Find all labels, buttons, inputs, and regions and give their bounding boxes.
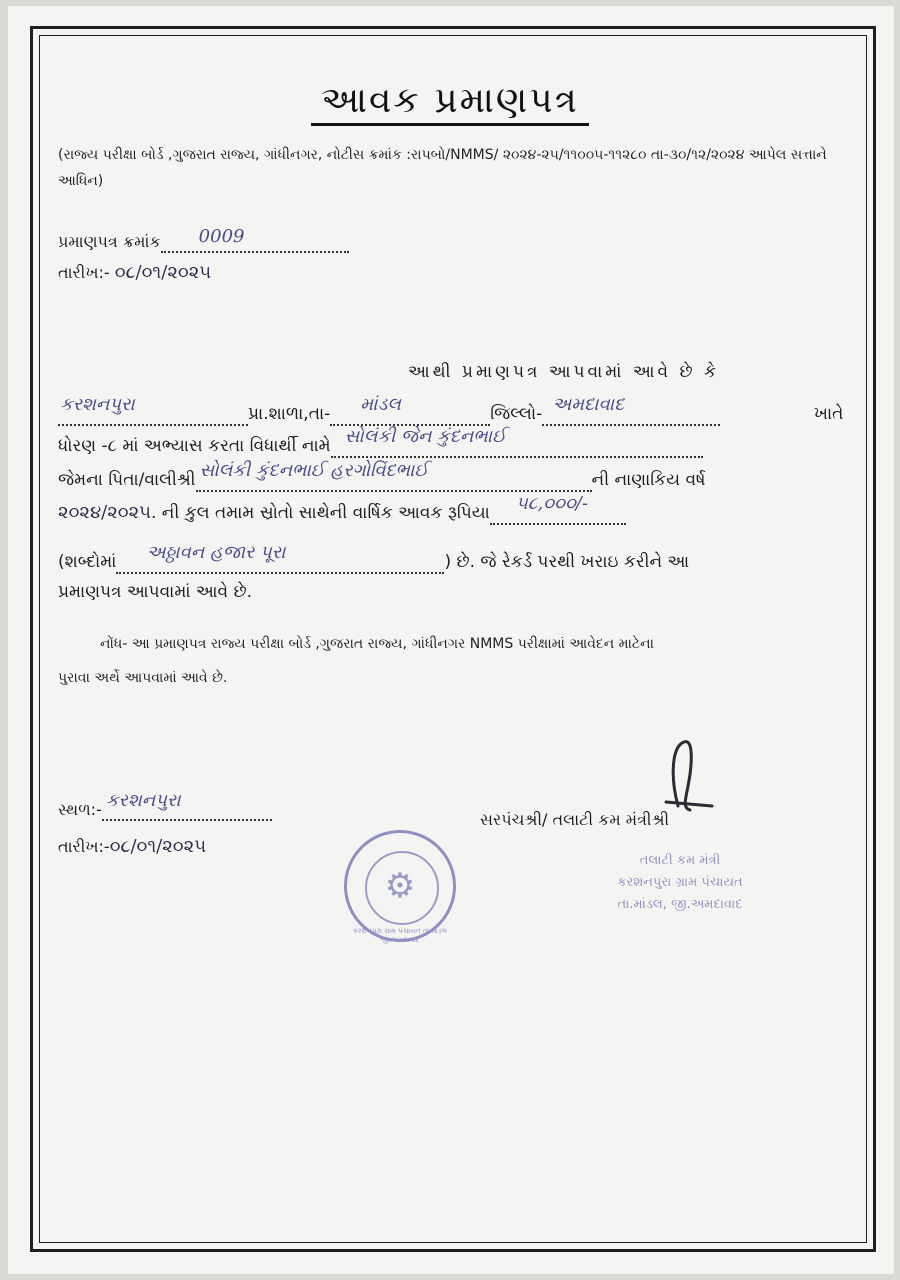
standard-label: ધોરણ -૮ માં અભ્યાસ કરતા વિધાર્થી નામે <box>58 436 331 456</box>
round-seal-stamp <box>344 830 456 942</box>
income-row <box>58 493 626 525</box>
authority-line: (રાજ્ય પરીક્ષા બોર્ડ ,ગુજરાત રાજ્ય, ગાંધીનગર, નોટીસ ક્રમાંક :રાપબો/NMMS/ ૨૦૨૪-૨૫/૧૧૦૦૫-૧૧૨૮૦ તા-૩૦/૧૨/૨૦૨૪ આપેલ સત્તાને આધિન) <box>58 147 827 189</box>
body-opening: આથી પ્રમાણપત્ર આપવામાં આવે છે કે <box>408 362 719 382</box>
taluka-field <box>330 394 490 426</box>
parent-value: સોલંકી કુંદનભાઈ હરગોવિંદભાઈ <box>199 460 429 481</box>
district-field <box>542 394 720 426</box>
student-value: સોલંકી જેન કુંદનભાઈ <box>344 426 506 447</box>
place-label: સ્થળ:- <box>58 800 102 819</box>
certificate-date-row <box>58 262 211 283</box>
parent-row <box>58 460 706 492</box>
at-label: ખાતે <box>814 404 844 424</box>
words-field <box>116 542 444 574</box>
district-value: અમદાવાદ <box>552 394 625 415</box>
footer-date-value: ૦૮/૦૧/૨૦૨૫ <box>109 836 207 857</box>
emblem-icon: ⚙ <box>384 866 416 906</box>
record-text: ) છે. જે રેકર્ડ પરથી ખરાઇ કરીને આ <box>444 552 690 572</box>
body-closing: પ્રમાણપત્ર આપવામાં આવે છે. <box>58 582 253 602</box>
income-value: ૫૮,૦૦૦/- <box>515 493 588 514</box>
signatory-label: સરપંચશ્રી/ તલાટી કમ મંત્રીશ્રી <box>480 810 670 829</box>
school-value: કરશનપુરા <box>60 394 135 415</box>
footer-date-label: તારીખ:- <box>58 837 110 856</box>
footer-date-row <box>58 836 206 857</box>
financial-year-label: ની નાણાકિય વર્ષ <box>591 470 706 490</box>
financial-year-value: ૨૦૨૪/૨૦૨૫ <box>58 502 151 523</box>
certificate-number-field <box>161 226 349 253</box>
student-field <box>331 426 703 458</box>
income-label: . ની કુલ તમામ સ્રોતો સાથેની વાર્ષિક આવક રૂપિયા <box>151 503 490 523</box>
note-line-1: નોંધ- આ પ્રમાણપત્ર રાજ્ય પરીક્ષા બોર્ડ ,ગુજરાત રાજ્ય, ગાંધીનગર NMMS પરીક્ષામાં આવેદન માટેના <box>100 636 654 652</box>
place-value: કરશનપુરા <box>105 790 181 811</box>
document-title: આવક પ્રમાણપત્ર <box>0 80 900 122</box>
certificate-number-label: પ્રમાણપત્ર ક્રમાંક <box>58 232 161 251</box>
signature-mark <box>660 736 720 816</box>
parent-label: જેમના પિતા/વાલીશ્રી <box>58 470 196 490</box>
income-field <box>490 493 626 525</box>
stamp-line-3: તા.માંડલ, જી.અમદાવાદ <box>617 897 743 912</box>
seal-text: કરશનપુરા ગ્રામ પંચાયત તા.માંડલ જી.અમદાવાદ <box>352 927 448 944</box>
place-row <box>58 790 272 821</box>
school-field <box>58 394 248 426</box>
school-row <box>58 394 720 426</box>
stamp-line-2: કરશનપુરા ગ્રામ પંચાયત <box>617 875 743 890</box>
official-rubber-stamp <box>580 850 780 916</box>
words-row <box>58 542 690 574</box>
parent-field <box>196 460 592 492</box>
certificate-date-label: તારીખ:- <box>58 263 110 282</box>
place-field <box>102 790 272 821</box>
stamp-line-1: તલાટી કમ મંત્રી <box>639 853 721 868</box>
school-label: પ્રા.શાળા,તા- <box>248 404 331 424</box>
taluka-value: માંડલ <box>360 394 401 415</box>
certificate-date-value: ૦૮/૦૧/૨૦૨૫ <box>114 262 212 283</box>
student-row <box>58 426 703 458</box>
note-line-2: પુરાવા અર્થે આપવામાં આવે છે. <box>58 670 228 686</box>
words-label: (શબ્દોમાં <box>58 552 117 572</box>
district-label: જિલ્લો- <box>490 404 543 424</box>
certificate-number-value: 0009 <box>198 226 245 247</box>
certificate-number-row <box>58 226 349 253</box>
words-value: અઠ્ઠાવન હજાર પૂરા <box>146 542 286 563</box>
